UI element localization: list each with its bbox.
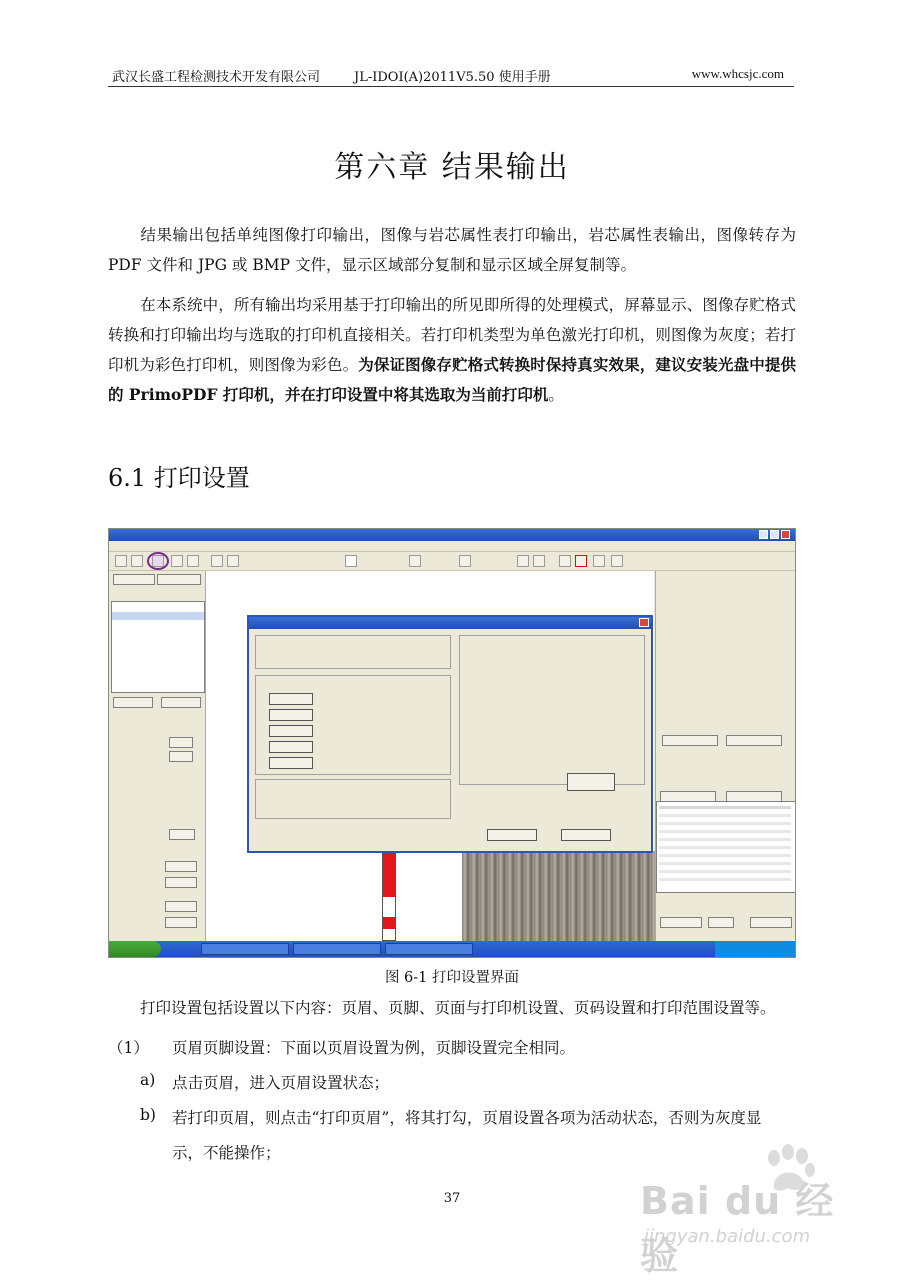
screenshot-menubar [109,541,795,552]
step-b-text-continued: 示，不能操作； [172,1144,281,1162]
header-company: 武汉长盛工程检测技术开发有限公司 [112,70,321,85]
screenshot-toolbar [109,552,795,571]
print-setup-dialog [247,615,653,853]
left-panel-button [113,697,153,708]
depth-mark-red [383,917,395,929]
intro-paragraph-1-text: 结果输出包括单纯图像打印输出，图像与岩芯属性表打印输出，岩芯属性表输出，图像转存为PDF 文件和 JPG 或 BMP 文件，显示区域部分复制和显示区域全屏复制等。 [108,226,796,274]
right-panel-button [750,917,792,928]
section-heading: 6.1 打印设置 [108,464,250,492]
depth-table-row [659,814,791,817]
watermark-url: jingyan.baidu.com [644,1226,811,1247]
page-number: 37 [443,1191,461,1206]
dialog-font-button [269,693,313,705]
dialog-header-footer-group [255,635,451,669]
screenshot-taskbar [109,941,795,957]
toolbar-printer-icon [187,555,199,567]
toolbar-mark-icon [409,555,421,567]
depth-table-row [659,838,791,841]
left-panel-button [165,901,197,912]
dialog-font-button [269,725,313,737]
depth-table-row [659,806,791,809]
watermark-logo: Bai du 经验 [640,1179,835,1278]
left-panel-button [113,574,155,585]
dialog-font-button [269,757,313,769]
left-panel-button [161,697,201,708]
dialog-ok-button [487,829,537,841]
taskbar-item [293,943,381,955]
toolbar-add-icon [345,555,357,567]
depth-table [656,801,796,893]
baidu-jingyan-watermark [640,1144,860,1278]
left-panel-list [111,601,205,693]
intro-paragraph-2 [108,290,796,410]
header-rule [108,86,794,87]
step-b-marker: b) [140,1106,156,1124]
print-settings-screenshot [108,528,796,958]
dialog-font-button [269,741,313,753]
right-panel-button [660,917,702,928]
depth-table-row [659,862,791,865]
taskbar-item [385,943,473,955]
right-panel-button [662,735,718,746]
left-panel-button [157,574,201,585]
start-button [109,941,161,957]
toolbar-frame-icon [575,555,587,567]
depth-table-row [659,846,791,849]
dialog-page-setup-button [567,773,615,791]
header-website: www.whcsjc.com [691,66,784,81]
depth-table-row [659,870,791,873]
header-manual-title: JL-IDOI(A)2011V5.50 使用手册 [354,70,551,85]
figure-caption: 图 6-1 打印设置界面 [384,970,520,986]
toolbar-new-icon [115,555,127,567]
toolbar-help-icon [611,555,623,567]
intro-paragraph-2-tail: 。 [548,386,564,404]
step-b-text: 若打印页眉，则点击“打印页眉”，将其打勾，页眉设置各项为活动状态，否则为灰度显 [172,1109,762,1127]
left-panel-button [165,877,197,888]
toolbar-print-icon [131,555,143,567]
toolbar-page-icon [227,555,239,567]
depth-table-row [659,854,791,857]
step-a-text: 点击页眉，进入页眉设置状态； [172,1074,390,1092]
depth-table-row [659,878,791,881]
screenshot-left-panel [109,571,206,941]
dialog-cancel-button [561,829,611,841]
toolbar-copy-icon [559,555,571,567]
toolbar-doc-icon [211,555,223,567]
right-panel-button [708,917,734,928]
dialog-titlebar [249,617,651,629]
highlight-circle [147,552,169,570]
left-panel-button [165,917,197,928]
left-panel-list-selected [112,612,204,620]
depth-table-row [659,830,791,833]
left-panel-button [169,737,193,748]
intro-paragraph-2-bold: 为保证图像存贮格式转换时保持真实效果，建议安装光盘中提供的 PrimoPDF 打印机，并在打印设置中将其选取为当前打印机 [108,355,796,404]
core-image [462,851,682,941]
depth-mark-red [383,847,395,897]
toolbar-export-icon [171,555,183,567]
taskbar-item [201,943,289,955]
right-panel-button [726,735,782,746]
intro-paragraph-1 [108,220,796,280]
left-panel-button [169,751,193,762]
depth-table-row [659,822,791,825]
dialog-font-button [269,709,313,721]
left-panel-button [165,861,197,872]
dialog-layout-group [255,779,451,819]
dialog-page-printer-group [459,635,645,785]
screenshot-right-panel [655,571,796,941]
toolbar-view2-icon [533,555,545,567]
print-settings-summary: 打印设置包括设置以下内容：页眉、页脚、页面与打印机设置、页码设置和打印范围设置等。 [140,999,776,1017]
item-1-marker: （1） [108,1039,149,1057]
chapter-title: 第六章 结果输出 [334,150,570,185]
toolbar-pointer-icon [459,555,471,567]
screenshot-titlebar [109,529,795,541]
toolbar-view1-icon [517,555,529,567]
item-1-text: 页眉页脚设置：下面以页眉设置为例，页脚设置完全相同。 [172,1039,576,1057]
system-tray [715,941,795,957]
step-a-marker: a) [140,1071,156,1089]
toolbar-grid-icon [593,555,605,567]
left-panel-button [169,829,195,840]
dialog-close-icon [639,618,649,627]
intro-paragraph-2-text: 在本系统中，所有输出均采用基于打印输出的所见即所得的处理模式，屏幕显示、图像存贮格式转换和打印输出均与选取的打印机直接相关。若打印机类型为单色激光打印机，则图像为灰度；若打印机为彩色打印机，则图像为彩色。 [108,296,796,374]
screenshot-window-controls [757,530,791,539]
